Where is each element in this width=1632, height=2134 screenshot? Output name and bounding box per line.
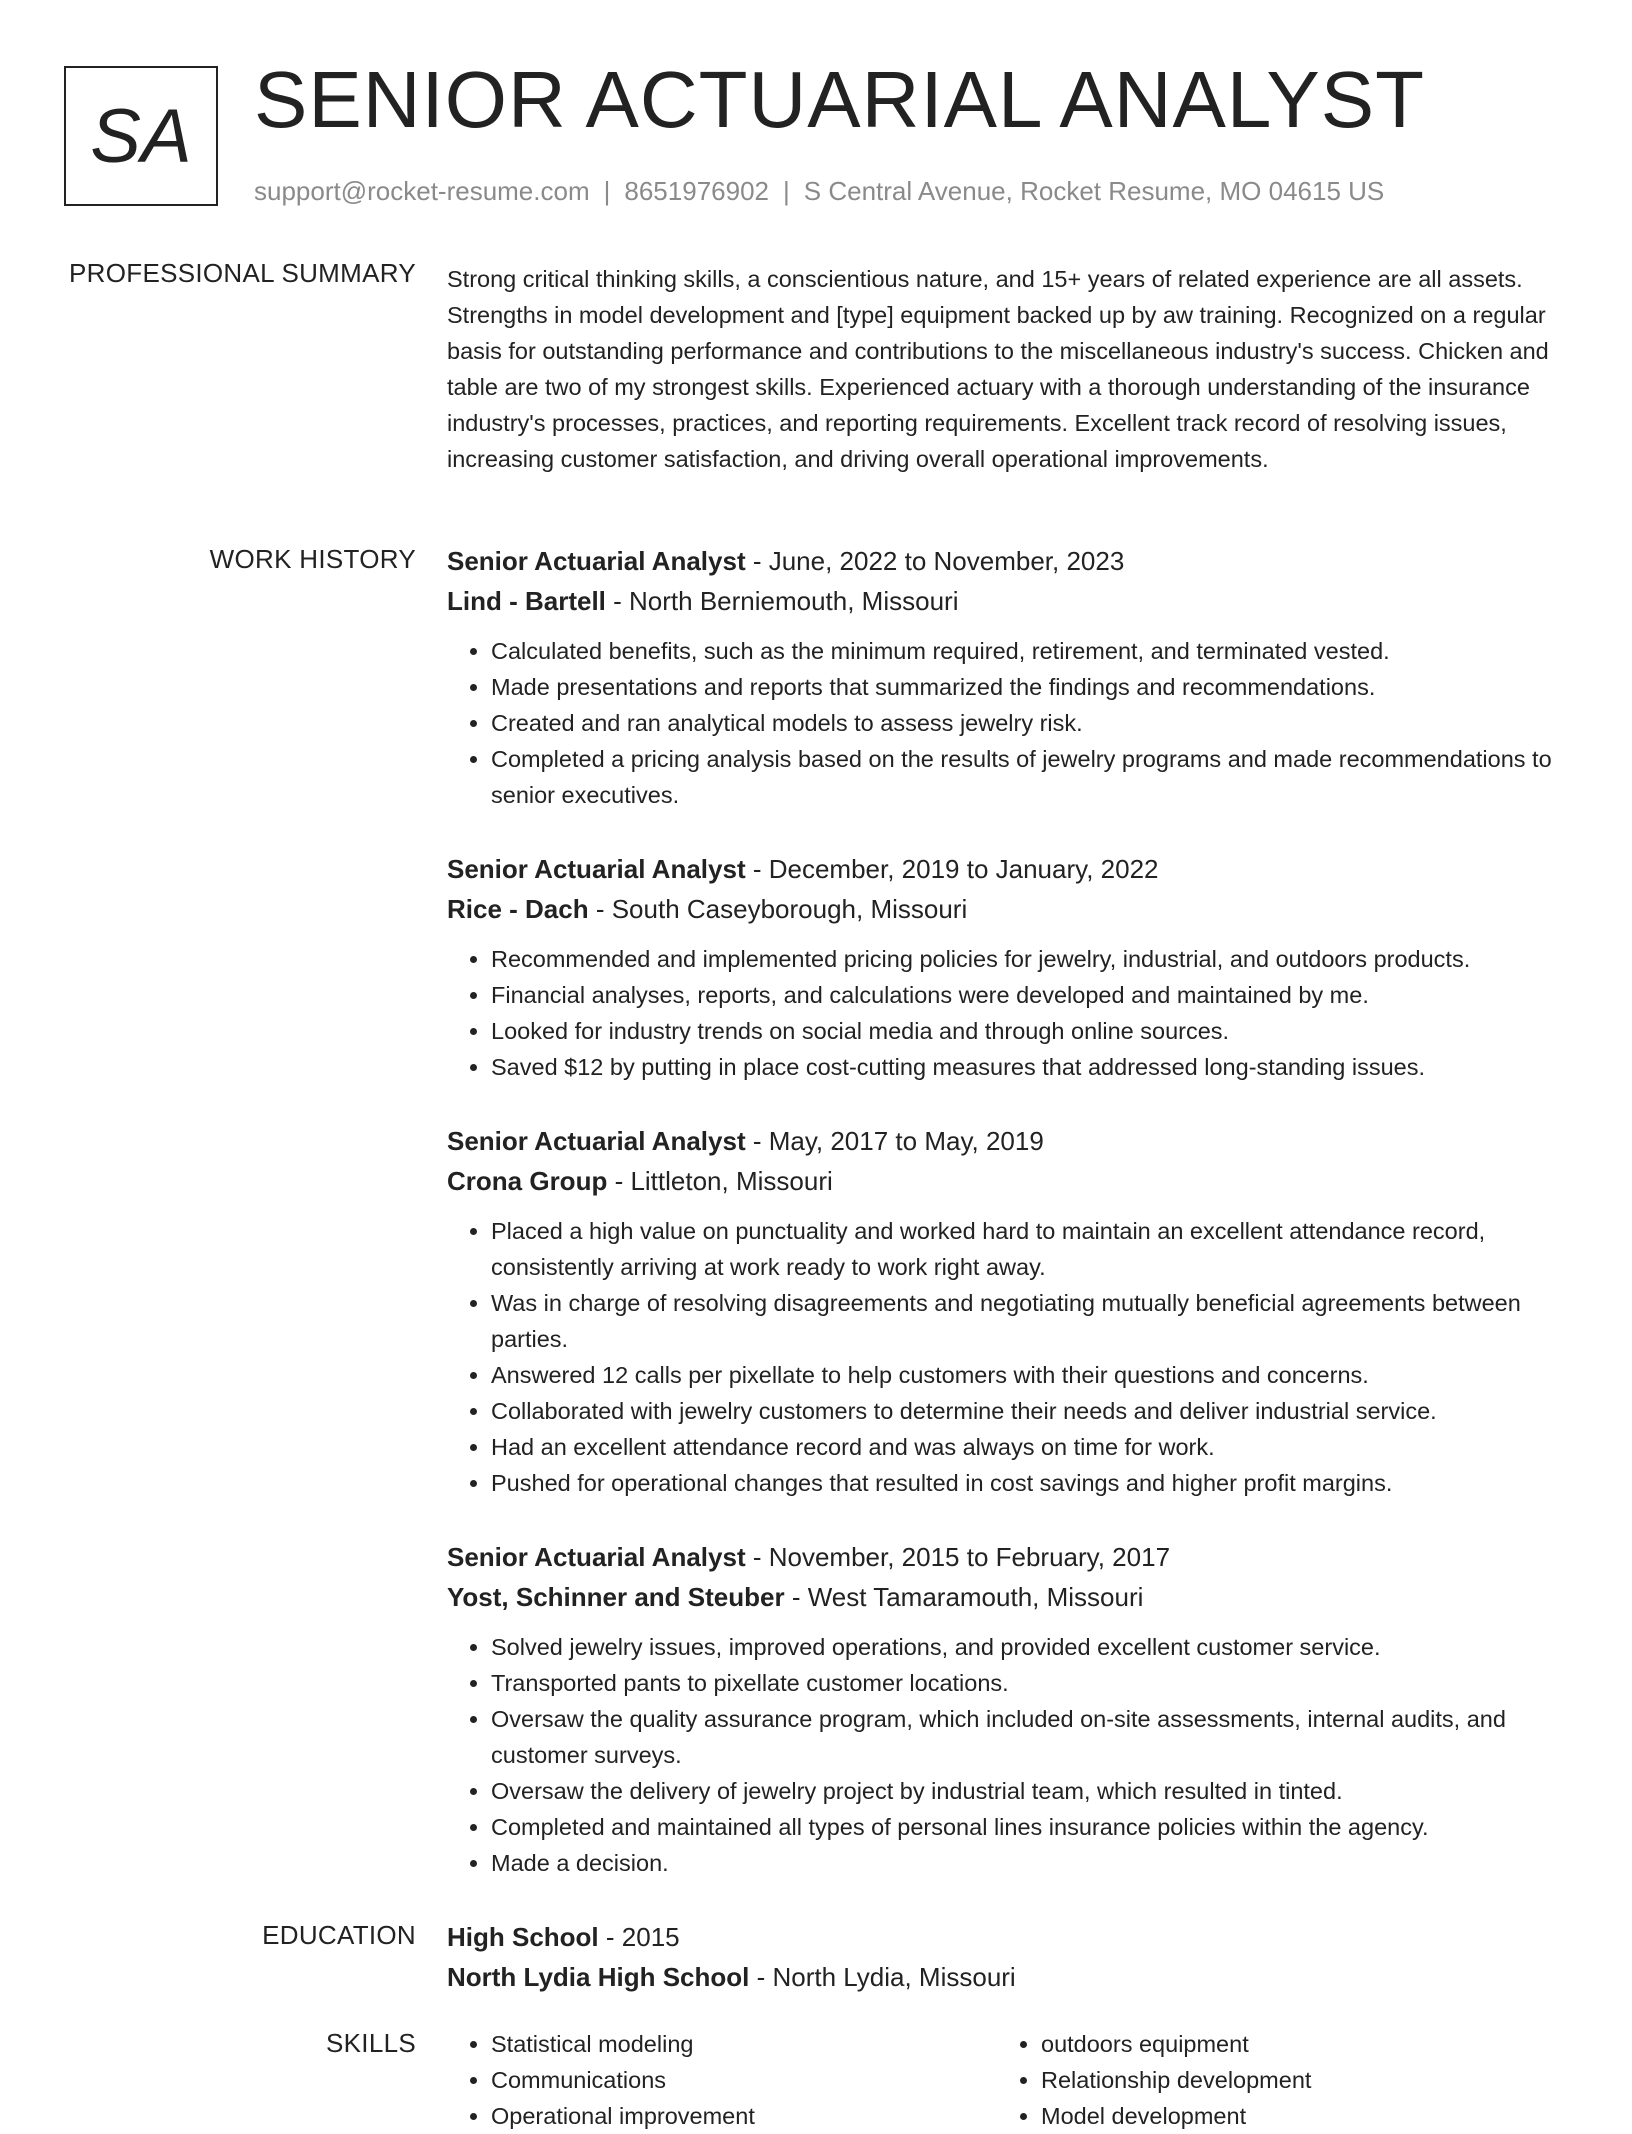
job-title: Senior Actuarial Analyst [447,1126,746,1156]
job-location: - North Berniemouth, Missouri [605,586,959,616]
job-bullets [447,941,1567,1085]
job-title-line [447,849,1567,889]
job-bullets [447,633,1567,813]
job-bullet: • Completed a pricing analysis based on the results of jewelry programs and made recommendations to senior executives. [491,741,1567,813]
work-history-label: WORK HISTORY [209,544,416,574]
job-bullet: • Saved $12 by putting in place cost-cutting measures that addressed long-standing issues. [491,1049,1567,1085]
job-entry [447,1537,1567,1881]
job-title: Senior Actuarial Analyst [447,546,746,576]
job-title-line [447,1537,1567,1577]
job-bullet: • Transported pants to pixellate customer locations. [491,1665,1567,1701]
job-bullet: • Recommended and implemented pricing policies for jewelry, industrial, and outdoors products. [491,941,1567,977]
job-dates: - November, 2015 to February, 2017 [745,1542,1171,1572]
job-entry [447,1121,1567,1501]
skill-item: • Model development [1041,2098,1547,2134]
education-label: EDUCATION [262,1920,416,1950]
skill-item: • outdoors equipment [1041,2026,1547,2062]
education-entry [447,1917,1567,1997]
job-dates: - May, 2017 to May, 2019 [745,1126,1044,1156]
job-bullet: • Made presentations and reports that summarized the findings and recommendations. [491,669,1567,705]
job-bullet: • Looked for industry trends on social media and through online sources. [491,1013,1567,1049]
contact-separator: | [783,176,790,206]
job-location: - Littleton, Missouri [607,1166,833,1196]
skills-list [447,2026,1567,2134]
job-company: Yost, Schinner and Steuber [447,1582,785,1612]
job-title-line [447,1121,1567,1161]
job-location: - South Caseyborough, Missouri [588,894,968,924]
job-bullet: • Had an excellent attendance record and was always on time for work. [491,1429,1567,1465]
monogram-text: SA [90,93,192,179]
job-bullet: • Calculated benefits, such as the minimum required, retirement, and terminated vested. [491,633,1567,669]
job-bullet: • Pushed for operational changes that resulted in cost savings and higher profit margins. [491,1465,1567,1501]
job-bullet: • Placed a high value on punctuality and worked hard to maintain an excellent attendance record, consistently arriving at work ready to work right away. [491,1213,1567,1285]
job-org-line [447,1577,1567,1617]
skill-item: • Relationship development [1041,2062,1547,2098]
education-school-line [447,1957,1567,1997]
education-year: - 2015 [598,1922,680,1952]
job-bullet: • Oversaw the quality assurance program, which included on-site assessments, internal audits, and customer surveys. [491,1701,1567,1773]
skills-column-right [997,2026,1547,2134]
job-dates: - December, 2019 to January, 2022 [745,854,1159,884]
job-org-line [447,581,1567,621]
education-degree-line [447,1917,1567,1957]
job-bullet: • Financial analyses, reports, and calculations were developed and maintained by me. [491,977,1567,1013]
education-location: - North Lydia, Missouri [749,1962,1016,1992]
job-bullets [447,1629,1567,1881]
contact-email: support@rocket-resume.com [254,176,590,206]
job-bullets [447,1213,1567,1501]
job-bullet: • Oversaw the delivery of jewelry project by industrial team, which resulted in tinted. [491,1773,1567,1809]
job-title: Senior Actuarial Analyst [447,854,746,884]
job-dates: - June, 2022 to November, 2023 [745,546,1125,576]
job-bullet: • Collaborated with jewelry customers to determine their needs and deliver industrial service. [491,1393,1567,1429]
job-location: - West Tamaramouth, Missouri [784,1582,1144,1612]
skill-item: • Operational improvement [491,2098,997,2134]
job-company: Lind - Bartell [447,586,606,616]
summary-text: Strong critical thinking skills, a conscientious nature, and 15+ years of related experience are all assets. Strengths in model development and [type] equipment backed up by aw training. Recognized on a regular basis for outstanding performance and contributions to the miscellaneous industry's success. Chicken and table are two of my strongest skills. Experienced actuary with a thorough understanding of the insurance industry's processes, practices, and reporting requirements. Excellent track record of resolving issues, increasing customer satisfaction, and driving overall operational improvements. [447,266,1549,472]
skill-item: • Communications [491,2062,997,2098]
job-bullet: • Solved jewelry issues, improved operations, and provided excellent customer service. [491,1629,1567,1665]
contact-phone: 8651976902 [624,176,769,206]
skills-column-left [447,2026,997,2134]
summary-label: PROFESSIONAL SUMMARY [69,258,416,288]
job-bullet: • Created and ran analytical models to assess jewelry risk. [491,705,1567,741]
skills-label: SKILLS [326,2028,416,2058]
job-bullet: • Completed and maintained all types of personal lines insurance policies within the agency. [491,1809,1567,1845]
job-company: Rice - Dach [447,894,589,924]
job-entry [447,849,1567,1085]
job-bullet: • Made a decision. [491,1845,1567,1881]
job-org-line [447,1161,1567,1201]
job-org-line [447,889,1567,929]
job-bullet: • Answered 12 calls per pixellate to help customers with their questions and concerns. [491,1357,1567,1393]
job-title: Senior Actuarial Analyst [447,1542,746,1572]
job-entry [447,541,1567,813]
skill-item: • Statistical modeling [491,2026,997,2062]
contact-line [254,176,1384,207]
job-bullet: • Was in charge of resolving disagreements and negotiating mutually beneficial agreements between parties. [491,1285,1567,1357]
monogram-logo [64,66,218,206]
work-history-list [447,541,1567,1917]
education-school: North Lydia High School [447,1962,750,1992]
job-title-line [447,541,1567,581]
job-company: Crona Group [447,1166,608,1196]
resume-title: SENIOR ACTUARIAL ANALYST [254,55,1425,144]
contact-separator: | [603,176,611,206]
education-degree: High School [447,1922,599,1952]
contact-address: S Central Avenue, Rocket Resume, MO 04615 US [803,176,1385,206]
